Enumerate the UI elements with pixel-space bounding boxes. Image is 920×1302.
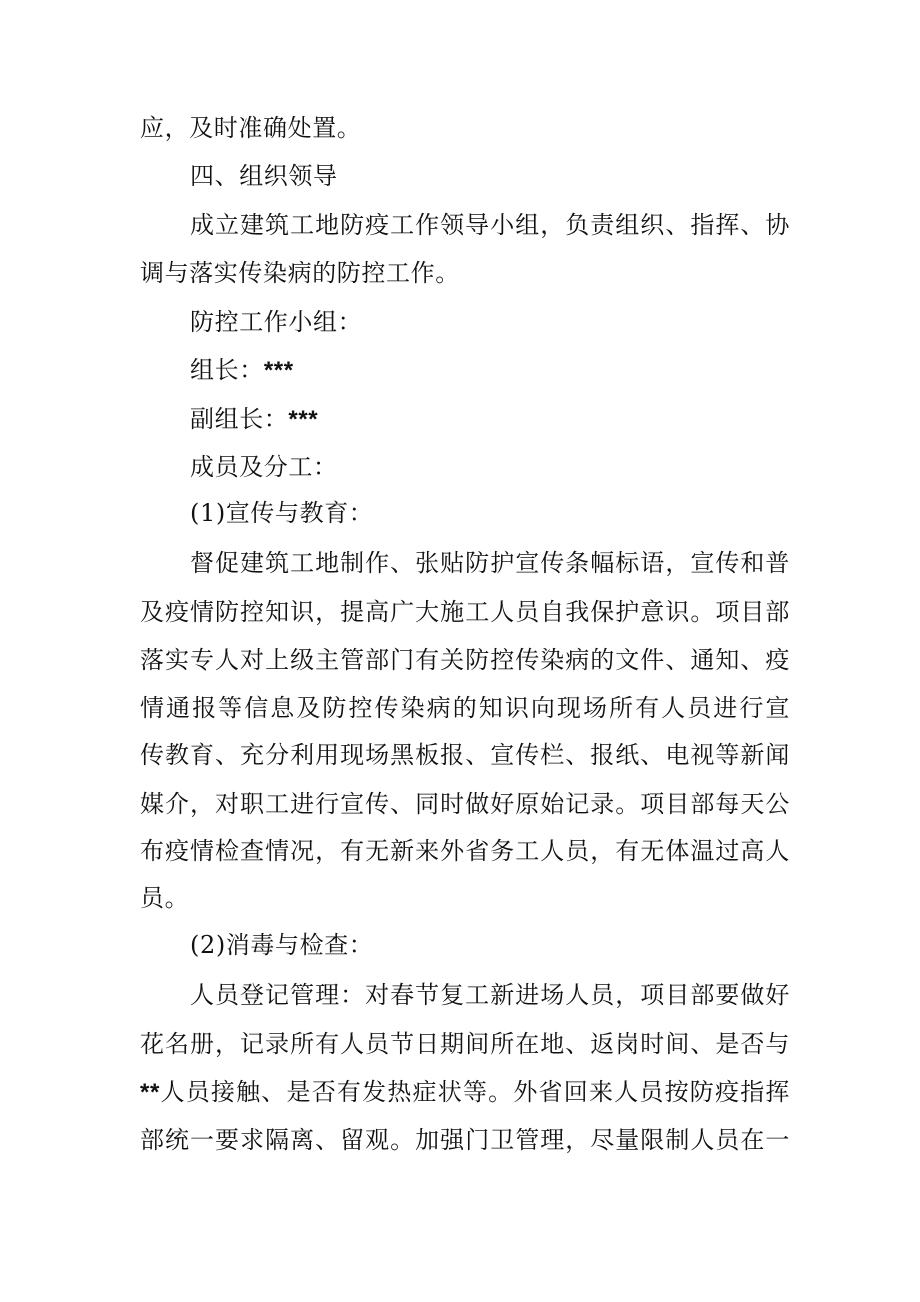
text-line: 副组长：*** [190,405,319,433]
text-line: 花名册，记录所有人员节日期间所在地、返岗时间、是否与 [140,1030,790,1058]
text-line: 传教育、充分利用现场黑板报、宣传栏、报纸、电视等新闻 [140,741,790,769]
text-line: 调与落实传染病的防控工作。 [140,259,460,287]
text-line: 成员及分工： [190,453,338,481]
text-line: 媒介，对职工进行宣传、同时做好原始记录。项目部每天公 [140,790,790,818]
section-heading: 四、组织领导 [190,162,338,190]
text-line: 组长：*** [190,356,294,384]
text-line: 布疫情检查情况，有无新来外省务工人员，有无体温过高人 [140,837,790,865]
text-line: 落实专人对上级主管部门有关防控传染病的文件、通知、疫 [140,646,790,674]
text-line: 成立建筑工地防疫工作领导小组，负责组织、指挥、协 [190,211,790,239]
subsection-heading: (1)宣传与教育： [190,499,374,527]
text-line: 人员登记管理：对春节复工新进场人员，项目部要做好 [190,981,790,1009]
text-line: 及疫情防控知识，提高广大施工人员自我保护意识。项目部 [140,598,790,626]
text-line: 情通报等信息及防控传染病的知识向现场所有人员进行宣 [140,694,790,722]
text-line: 应，及时准确处置。 [140,114,362,142]
text-line: 员。 [140,884,190,912]
text-line: 防控工作小组： [190,308,363,336]
text-line: 部统一要求隔离、留观。加强门卫管理，尽量限制人员在一 [140,1126,790,1154]
subsection-heading: (2)消毒与检查： [190,931,374,959]
text-line: **人员接触、是否有发热症状等。外省回来人员按防疫指挥 [140,1078,790,1106]
text-line: 督促建筑工地制作、张贴防护宣传条幅标语，宣传和普 [190,549,790,577]
